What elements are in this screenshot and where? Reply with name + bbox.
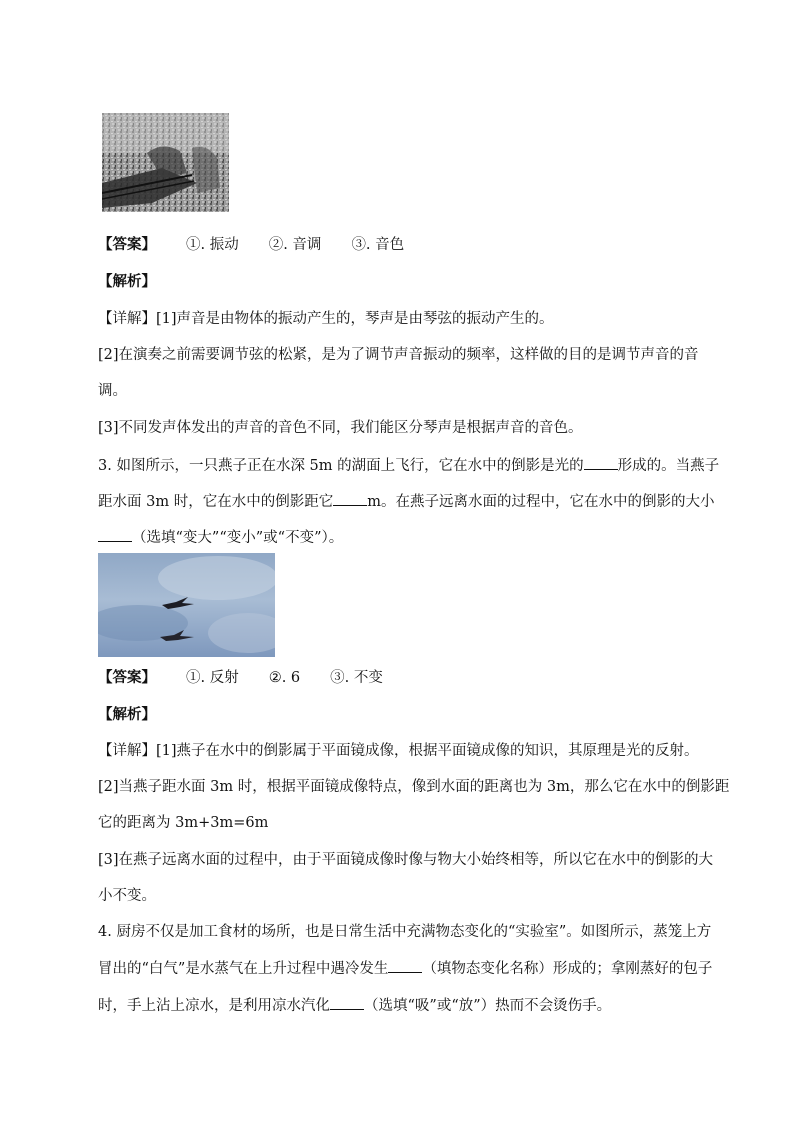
- figure-guqin-player: [102, 113, 229, 212]
- q3-answer-label: 【答案】: [98, 669, 156, 686]
- q3-detail-line-2: [2]当燕子距水面 3m 时，根据平面镜成像特点，像到水面的距离也为 3m，那么它在水中的倒影距: [98, 779, 730, 795]
- q3-detail-line-1: 【详解】[1]燕子在水中的倒影属于平面镜成像，根据平面镜成像的知识，其原理是光的反射。: [98, 743, 699, 759]
- q4-stem-text: 冒出的“白气”是水蒸气在上升过程中遇冷发生: [98, 961, 389, 977]
- q3-answer-row: [98, 668, 383, 688]
- q4-stem-text: 时，手上沾上凉水，是利用凉水汽化: [98, 998, 330, 1014]
- q3-stem-line-2: [98, 491, 714, 512]
- q3-stem-line-1: [98, 455, 719, 476]
- q3-detail-line-4: [3]在燕子远离水面的过程中，由于平面镜成像时像与物大小始终相等，所以它在水中的倒影的大: [98, 852, 714, 868]
- q3-detail-line-5: 小不变。: [98, 888, 156, 904]
- q2-detail-line-3: 调。: [98, 383, 127, 399]
- q3-stem-text: 3. 如图所示，一只燕子正在水深 5m 的湖面上飞行，它在水中的倒影是光的: [98, 458, 584, 474]
- q2-answer-label: 【答案】: [98, 236, 156, 253]
- q4-stem-line-2: [98, 958, 712, 979]
- swallow-image: [98, 553, 275, 657]
- q2-answer-1: ①. 振动: [186, 237, 239, 253]
- q3-stem-text: 距水面 3m 时，它在水中的倒影距它: [98, 494, 334, 510]
- q4-stem-text: （填物态变化名称）形成的；拿刚蒸好的包子: [422, 961, 713, 977]
- q3-analysis-label: 【解析】: [98, 706, 156, 723]
- q3-answer-1: ①. 反射: [186, 670, 239, 686]
- q3-answer-2: ②. 6: [268, 670, 301, 686]
- q2-detail-line-4: [3]不同发声体发出的声音的音色不同，我们能区分琴声是根据声音的音色。: [98, 420, 583, 436]
- q4-stem-line-3: [98, 995, 611, 1016]
- q3-stem-text: （选填“变大”“变小”或“不变”）。: [132, 530, 344, 546]
- q3-stem-text: 形成的。当燕子: [617, 458, 720, 474]
- q3-blank-3: [98, 527, 132, 542]
- q4-stem-line-1: 4. 厨房不仅是加工食材的场所，也是日常生活中充满物态变化的“实验室”。如图所示，蒸笼上方: [98, 924, 712, 940]
- q4-blank-2: [330, 995, 364, 1010]
- q2-answer-row: [98, 235, 404, 255]
- q3-stem-text: m。在燕子远离水面的过程中，它在水中的倒影的大小: [367, 494, 715, 510]
- q2-analysis-label: 【解析】: [98, 273, 156, 290]
- q2-answer-3: ③. 音色: [351, 237, 405, 253]
- q4-blank-1: [388, 958, 422, 973]
- q3-answer-3: ③. 不变: [330, 670, 383, 686]
- q2-answer-2: ②. 音调: [268, 237, 322, 253]
- q3-detail-line-3: 它的距离为 3m+3m=6m: [98, 815, 269, 831]
- guqin-image: [102, 113, 229, 212]
- q3-blank-2: [333, 491, 367, 506]
- swallow-icon: [162, 597, 194, 609]
- q2-detail-line-2: [2]在演奏之前需要调节弦的松紧，是为了调节声音振动的频率，这样做的目的是调节声音的音: [98, 347, 699, 363]
- q4-stem-text: （选填“吸”或“放”）热而不会烫伤手。: [364, 998, 612, 1014]
- q3-blank-1: [584, 455, 618, 470]
- q3-stem-line-3: [98, 527, 343, 548]
- q2-detail-line-1: 【详解】[1]声音是由物体的振动产生的，琴声是由琴弦的振动产生的。: [98, 311, 554, 327]
- figure-swallow-reflection: [98, 553, 275, 657]
